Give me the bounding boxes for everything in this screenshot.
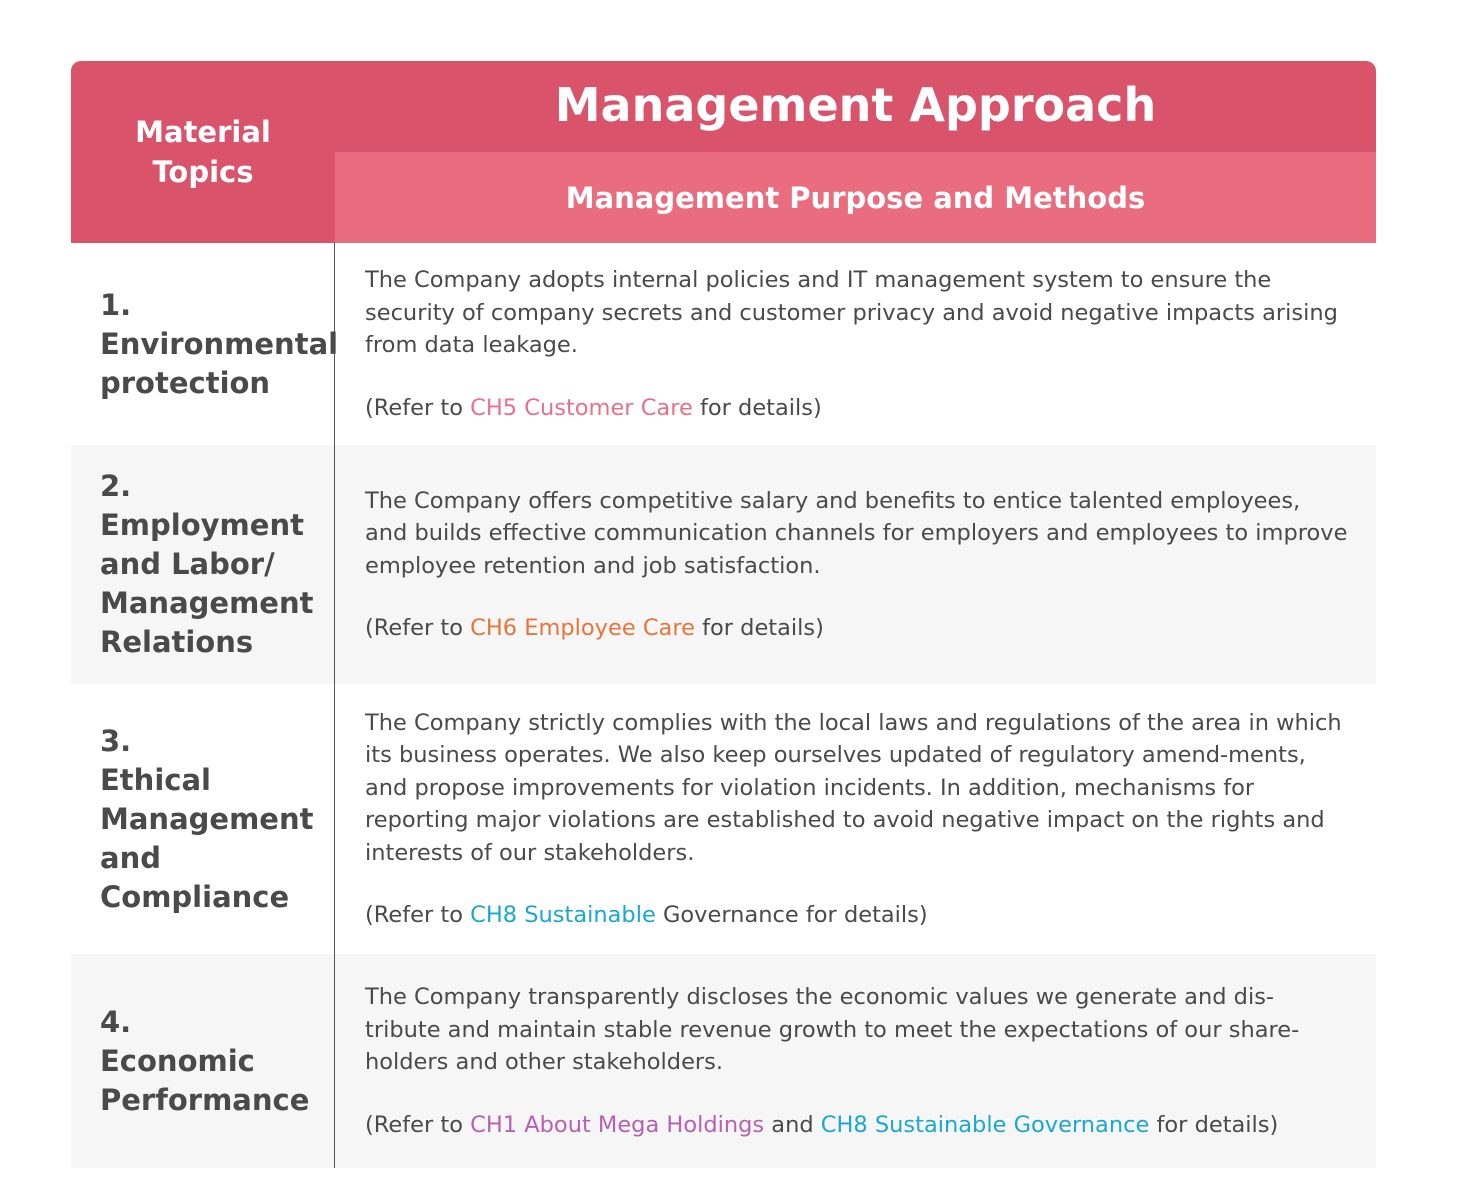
topic-cell bbox=[71, 954, 335, 1168]
reference-middle: and bbox=[764, 1111, 821, 1138]
topic-cell bbox=[71, 684, 335, 954]
table-row-environmental bbox=[71, 243, 1376, 445]
reference-note bbox=[365, 1109, 1348, 1142]
reference-prefix: (Refer to bbox=[365, 615, 471, 641]
purpose-methods-header: Management Purpose and Methods bbox=[335, 152, 1376, 243]
reference-suffix: for details) bbox=[1149, 1111, 1279, 1138]
topic-label: 4. Economic Performance bbox=[100, 1004, 310, 1117]
table-header bbox=[71, 61, 1376, 243]
reference-prefix: (Refer to bbox=[365, 1111, 471, 1138]
reference-suffix: for details) bbox=[692, 394, 822, 421]
description-text: The Company transparently discloses the economic values we generate and dis-tribute and maintain stable revenue growth to meet the expectations of our share-holders and other stakeholders. bbox=[365, 984, 1300, 1075]
topic-label: 1. Environmental protection bbox=[100, 287, 339, 400]
chapter-link-ch8[interactable]: CH8 Sustainable Governance bbox=[820, 1111, 1150, 1138]
description-text: The Company offers competitive salary and benefits to entice talented employees, and builds effective communication channels for employers and employees to improve employee retention and job satisfaction. bbox=[365, 487, 1348, 579]
description-cell bbox=[335, 445, 1376, 684]
material-topics-header: Material Topics bbox=[71, 61, 335, 243]
reference-prefix: (Refer to bbox=[365, 394, 471, 421]
reference-note bbox=[365, 899, 1348, 932]
chapter-link-ch5[interactable]: CH5 Customer Care bbox=[470, 394, 693, 421]
chapter-link-ch1[interactable]: CH1 About Mega Holdings bbox=[470, 1111, 765, 1138]
description-text: The Company strictly complies with the local laws and regulations of the area in which its business operates. We also keep ourselves updated of regulatory amend-ments, and propose improvements for violation incidents. In addition, mechanisms for reporting major violations are established to avoid negative impact on the rights and interests of our stakeholders. bbox=[365, 709, 1342, 866]
reference-note bbox=[365, 392, 1348, 425]
table-row-ethical bbox=[71, 684, 1376, 954]
topic-label: 3. Ethical Management and Compliance bbox=[100, 723, 314, 914]
reference-prefix: (Refer to bbox=[365, 902, 471, 928]
chapter-link-ch8[interactable]: CH8 Sustainable bbox=[470, 902, 656, 928]
topic-cell bbox=[71, 243, 339, 445]
description-text: The Company adopts internal policies and IT management system to ensure the security of company secrets and customer privacy and avoid negative impacts arising from data leakage. bbox=[365, 267, 1338, 358]
reference-suffix: for details) bbox=[694, 615, 824, 641]
reference-note bbox=[365, 612, 1348, 645]
reference-suffix: Governance for details) bbox=[655, 902, 928, 928]
management-approach-header: Management Approach bbox=[335, 61, 1376, 152]
chapter-link-ch6[interactable]: CH6 Employee Care bbox=[470, 615, 695, 641]
management-approach-table bbox=[71, 61, 1376, 1168]
description-cell bbox=[335, 243, 1376, 445]
description-cell bbox=[335, 954, 1376, 1168]
topic-label: 2. Employment and Labor/ Management Relations bbox=[100, 469, 314, 659]
table-row-economic bbox=[71, 954, 1376, 1168]
topic-cell bbox=[71, 445, 335, 684]
table-row-employment bbox=[71, 445, 1376, 684]
description-cell bbox=[335, 684, 1376, 954]
